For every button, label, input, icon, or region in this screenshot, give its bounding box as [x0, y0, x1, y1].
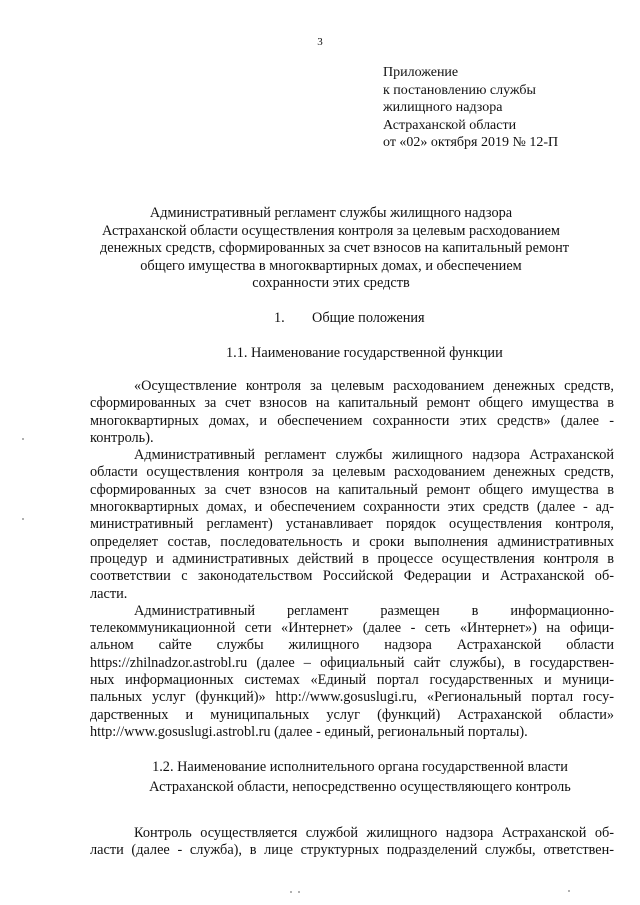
paragraph-line: https://zhilnadzor.astrobl.ru (далее – официальный сайт службы), в государствен- — [90, 654, 614, 671]
paragraph-line: ласти. — [90, 585, 128, 602]
title-line: денежных средств, сформированных за счет взносов на капитальный ремонт — [100, 240, 570, 257]
document-title — [100, 205, 570, 293]
section-heading — [274, 310, 425, 327]
paragraph-line: ласти (далее - служба), в лице структурных подразделений службы, ответствен- — [90, 842, 614, 859]
subsection-heading: 1.1. Наименование государственной функции — [226, 345, 503, 361]
paragraph-line: контроль). — [90, 429, 154, 446]
appendix-line: Астраханской области — [383, 117, 517, 133]
paragraph-line: ных информационных системах «Единый портал государственных и муници- — [90, 672, 614, 689]
section-title: Общие положения — [312, 310, 425, 326]
paragraph-line: процедур и административных действий в процессе осуществления контроля в — [90, 550, 614, 567]
paragraph-line: «Осуществление контроля за целевым расходованием денежных средств, — [134, 378, 614, 394]
scan-artifact — [298, 891, 300, 893]
subsection-heading-line: Астраханской области, непосредственно осуществляющего контроль — [149, 778, 571, 795]
paragraph-line: http://www.gosuslugi.astrobl.ru (далее - единый, региональный порталы). — [90, 723, 528, 740]
title-line: общего имущества в многоквартирных домах, и обеспечением — [140, 257, 522, 274]
paragraph-line: многоквартирных домах, и обеспечением сохранности этих средств (далее - ад- — [90, 499, 614, 516]
paragraph-line: соответствии с законодательством Российской Федерации и Астраханской об- — [90, 568, 614, 585]
paragraph-function-name — [90, 378, 614, 741]
appendix-line: жилищного надзора — [383, 100, 503, 115]
paragraph-line: Контроль осуществляется службой жилищного надзора Астраханской об- — [134, 825, 614, 841]
appendix-line: от «02» октября 2019 № 12-П — [383, 135, 559, 150]
subsection-heading — [120, 758, 600, 797]
paragraph-line: телекоммуникационной сети «Интернет» (далее - сеть «Интернет») на офици- — [90, 620, 614, 637]
scan-artifact — [22, 518, 24, 520]
title-line: Астраханской области осуществления контроля за целевым расходованием — [102, 222, 560, 239]
subsection-heading-line: 1.2. Наименование исполнительного органа государственной власти — [152, 759, 568, 775]
section-number: 1. — [274, 310, 285, 326]
scan-artifact — [568, 890, 570, 892]
paragraph-line: министративный регламент) устанавливает порядок осуществления контроля, — [90, 516, 614, 533]
title-line: Административный регламент службы жилищного надзора — [149, 205, 513, 221]
paragraph-line: пальных услуг (функций)» http://www.gosuslugi.ru, «Региональный портал госу- — [90, 689, 614, 706]
paragraph-line: дарственных и муниципальных услуг (функций) Астраханской области» — [90, 706, 614, 723]
page-number: 3 — [317, 36, 323, 48]
appendix-note — [383, 64, 558, 152]
paragraph-line: Административный регламент размещен в информационно- — [134, 602, 614, 619]
paragraph-line: сформированных за счет взносов на капитальный ремонт общего имущества в — [90, 481, 614, 498]
paragraph-line: многоквартирных домах, и обеспечением сохранности этих средств» (далее - — [90, 412, 614, 429]
appendix-line: Приложение — [383, 65, 459, 80]
paragraph-line: определяет состав, последовательность и сроки выполнения административных — [90, 533, 614, 550]
paragraph-line: сформированных за счет взносов на капитальный ремонт общего имущества в — [90, 395, 614, 412]
paragraph-line: альном сайте службы жилищного надзора Астраханской области — [90, 637, 614, 654]
paragraph-executive-body — [90, 825, 614, 860]
title-line: сохранности этих средств — [252, 275, 410, 292]
appendix-line: к постановлению службы — [383, 82, 536, 98]
scan-artifact — [290, 891, 292, 893]
paragraph-line: области осуществления контроля за целевым расходованием денежных средств, — [90, 464, 614, 481]
paragraph-line: Административный регламент службы жилищного надзора Астраханской — [134, 447, 614, 464]
scan-artifact — [22, 438, 24, 440]
